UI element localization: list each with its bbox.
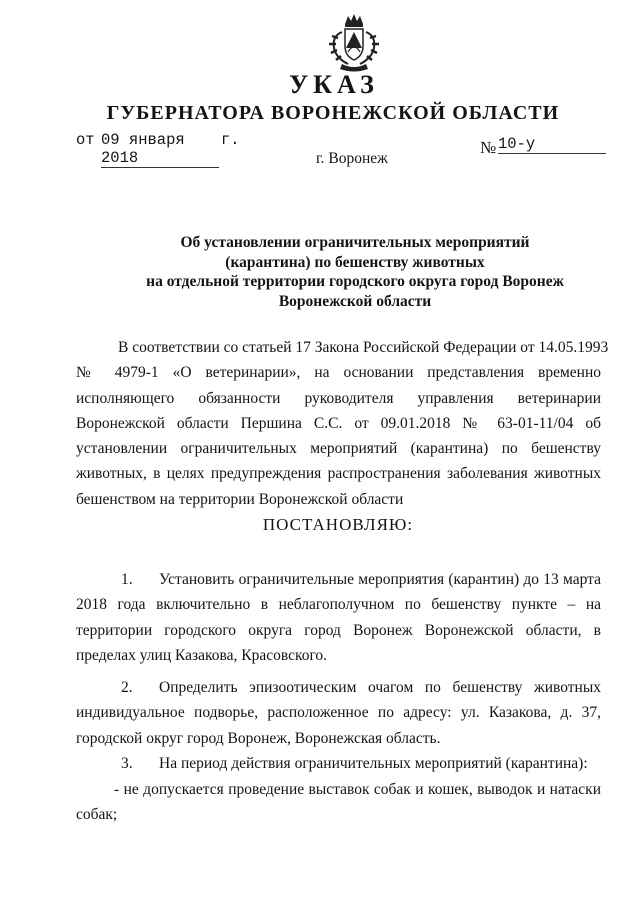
item-number: 3. bbox=[121, 755, 133, 772]
document-number: 10-у bbox=[498, 135, 606, 154]
date-prefix: от bbox=[76, 131, 95, 149]
city-label: г. Воронеж bbox=[316, 150, 388, 167]
item-text: Установить ограничительные мероприятия (карантин) до 13 марта bbox=[159, 571, 601, 588]
coat-of-arms-icon bbox=[318, 12, 390, 74]
paragraph-line: исполняющего обязанности руководителя управления ветеринарии bbox=[76, 389, 601, 407]
paragraph-line: собак; bbox=[76, 806, 118, 824]
item-1 bbox=[76, 567, 601, 668]
paragraph-line: установлении ограничительных мероприятий (карантина) по бешенству bbox=[76, 440, 601, 458]
paragraph-line: животных, в целях предупреждения распространения заболевания животных bbox=[76, 465, 601, 483]
paragraph-line bbox=[76, 567, 601, 592]
document-date: 09 января 2018 bbox=[101, 131, 219, 168]
paragraph-line: В соответствии со статьей 17 Закона Российской Федерации от 14.05.1993 bbox=[118, 339, 609, 356]
heading-line: Воронежской области bbox=[278, 292, 432, 310]
paragraph-line: № 4979-1 «О ветеринарии», на основании представления временно bbox=[76, 364, 601, 382]
resolve-heading: ПОСТАНОВЛЯЮ: bbox=[262, 515, 414, 534]
number-prefix: № bbox=[480, 138, 497, 157]
paragraph-line: бешенством на территории Воронежской области bbox=[76, 490, 404, 508]
document-subtitle: ГУБЕРНАТОРА ВОРОНЕЖСКОЙ ОБЛАСТИ bbox=[106, 102, 560, 124]
heading-line: на отдельной территории городского округа город Воронеж bbox=[146, 273, 564, 290]
paragraph-line: Воронежской области Першина С.С. от 09.01.2018 № 63-01-11/04 об bbox=[76, 414, 601, 432]
paragraph-line: городской округ город Воронеж, Воронежская область. bbox=[76, 729, 441, 747]
paragraph-line: 2018 года включительно в неблагополучном по бешенству пункте – на bbox=[76, 596, 601, 614]
item-3 bbox=[76, 751, 601, 776]
paragraph-line: индивидуальное подворье, расположенное по адресу: ул. Казакова, д. 37, bbox=[76, 704, 601, 722]
item-text: Определить эпизоотическим очагом по бешенству животных bbox=[159, 679, 601, 696]
paragraph-line: - не допускается проведение выставок собак и кошек, выводок и натаски bbox=[114, 781, 601, 798]
paragraph-line bbox=[76, 751, 601, 776]
bullet-1 bbox=[76, 777, 601, 828]
date-suffix: г. bbox=[221, 131, 240, 149]
heading-line: Об установлении ограничительных мероприятий bbox=[180, 234, 530, 251]
heading-line: (карантина) по бешенству животных bbox=[225, 253, 485, 271]
item-2 bbox=[76, 675, 601, 751]
item-text: На период действия ограничительных мероприятий (карантина): bbox=[159, 755, 588, 772]
paragraph-line bbox=[76, 675, 601, 700]
item-number: 2. bbox=[121, 679, 133, 696]
preamble-paragraph bbox=[76, 335, 609, 512]
paragraph-line: территории городского округа город Воронеж Воронежской области, в bbox=[76, 621, 601, 639]
item-number: 1. bbox=[121, 571, 133, 588]
decree-heading bbox=[120, 233, 590, 311]
paragraph-line: пределах улиц Казакова, Красовского. bbox=[76, 646, 328, 664]
document-title: УКАЗ bbox=[289, 70, 379, 99]
